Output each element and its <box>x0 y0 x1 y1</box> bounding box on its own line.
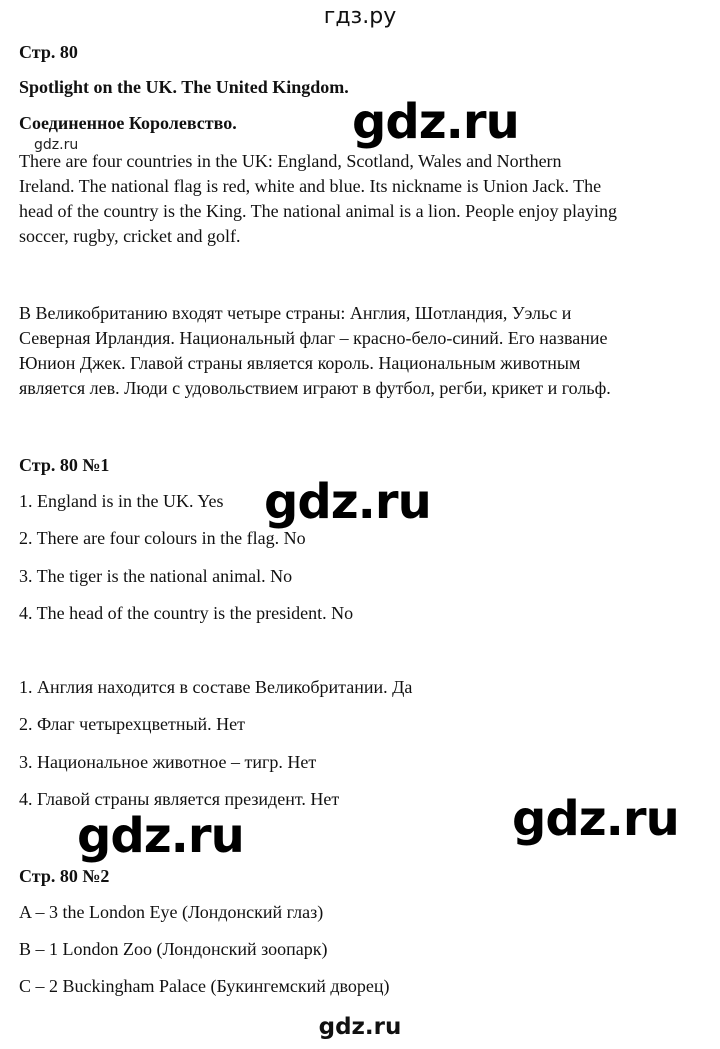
match-item: C – 2 Buckingham Palace (Букингемский дворец) <box>19 976 390 996</box>
answer-item: 2. There are four colours in the flag. No <box>19 528 306 548</box>
answer-item: 3. The tiger is the national animal. No <box>19 566 293 586</box>
english-paragraph <box>19 149 709 249</box>
watermark-gdz-3: gdz.ru <box>512 791 679 847</box>
answer-item: 4. The head of the country is the president. No <box>19 603 354 623</box>
english-line: There are four countries in the UK: England, Scotland, Wales and Northern <box>19 151 562 171</box>
watermark-gdz-2: gdz.ru <box>264 474 431 530</box>
section-subtitle: Соединенное Королевство. <box>19 113 237 133</box>
section-title: Spotlight on the UK. The United Kingdom. <box>19 77 349 97</box>
match-item: B – 1 London Zoo (Лондонский зоопарк) <box>19 939 328 959</box>
russian-line: В Великобританию входят четыре страны: Англия, Шотландия, Уэльс и <box>19 303 572 323</box>
answer-item-ru: 2. Флаг четырехцветный. Нет <box>19 714 246 734</box>
answer-item-ru: 1. Англия находится в составе Великобритании. Да <box>19 677 413 697</box>
russian-line: Северная Ирландия. Национальный флаг – красно-бело-синий. Его название <box>19 328 608 348</box>
site-brand-top: гдз.ру <box>323 4 397 29</box>
exercise-2-heading: Стр. 80 №2 <box>19 866 110 886</box>
answer-item-ru: 3. Национальное животное – тигр. Нет <box>19 752 317 772</box>
watermark-gdz-4: gdz.ru <box>77 808 244 864</box>
site-brand-bottom: gdz.ru <box>318 1014 402 1040</box>
page-label: Стр. 80 <box>19 42 78 62</box>
russian-line: Юнион Джек. Главой страны является король. Национальным животным <box>19 353 581 373</box>
english-line: head of the country is the King. The national animal is a lion. People enjoy playing <box>19 201 618 221</box>
english-line: soccer, rugby, cricket and golf. <box>19 226 241 246</box>
russian-paragraph <box>19 301 709 401</box>
watermark-gdz-1: gdz.ru <box>352 94 519 150</box>
answer-item: 1. England is in the UK. Yes <box>19 491 224 511</box>
answer-item-ru: 4. Главой страны является президент. Нет <box>19 789 340 809</box>
exercise-1-heading: Стр. 80 №1 <box>19 455 110 475</box>
watermark-small: gdz.ru <box>34 137 79 153</box>
russian-line: является лев. Люди с удовольствием играют в футбол, регби, крикет и гольф. <box>19 378 611 398</box>
english-line: Ireland. The national flag is red, white and blue. Its nickname is Union Jack. The <box>19 176 602 196</box>
match-item: A – 3 the London Eye (Лондонский глаз) <box>19 902 324 922</box>
